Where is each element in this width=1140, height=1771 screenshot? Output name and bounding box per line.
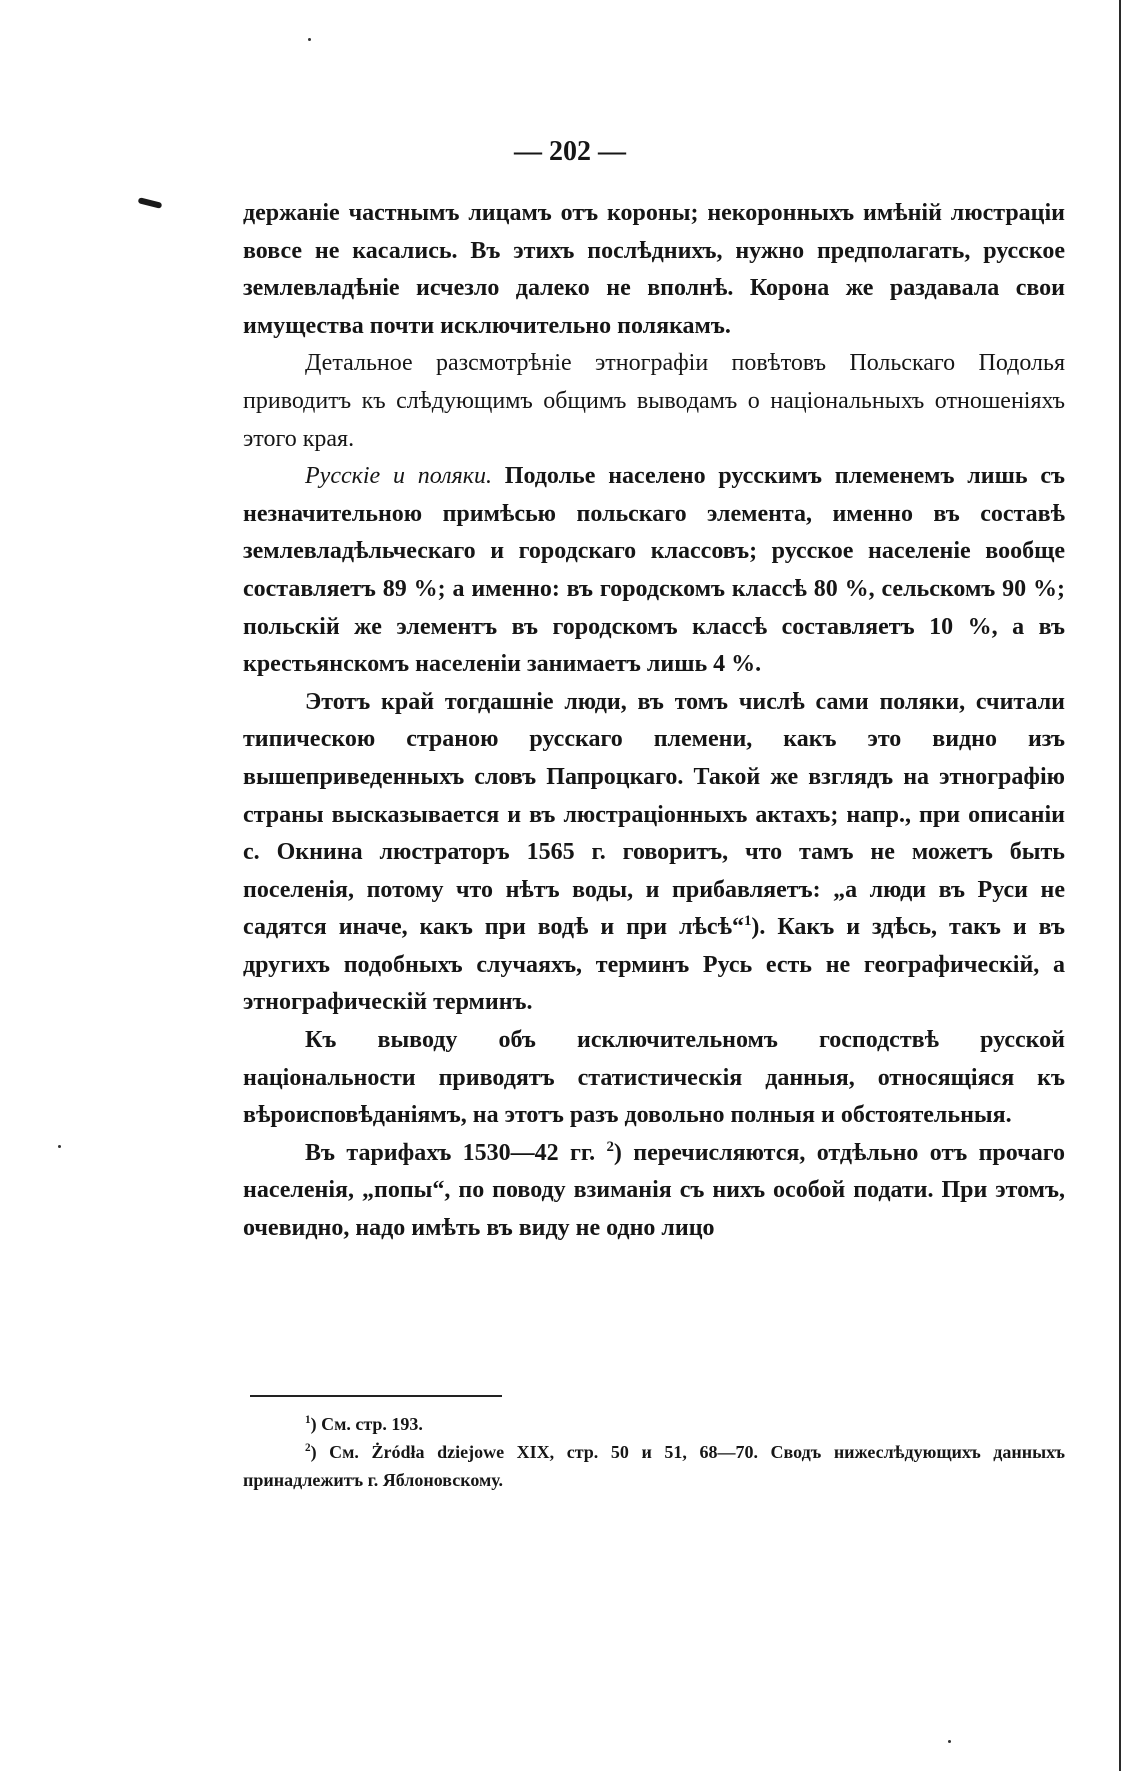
paragraph-4: [243, 684, 1065, 1022]
scan-speck: [58, 1145, 61, 1148]
page-edge-rule: [1119, 0, 1121, 1771]
paragraph-1: держаніе частнымъ лицамъ отъ короны; некоронныхъ имѣній люстраціи вовсе не касались. Въ этихъ послѣднихъ, нужно предполагать, русское землевладѣніе исчезло далеко не вполнѣ. Корона же раздавала свои имущества почти исключительно полякамъ.: [243, 200, 1065, 339]
footnote-divider: [250, 1395, 502, 1397]
footnote-ref-2: 2: [606, 1138, 614, 1155]
footnote-1-text: ) См. стр. 193.: [310, 1414, 423, 1434]
scan-speck: [308, 38, 311, 41]
paragraph-6-text-a: Въ тарифахъ 1530—42 гг.: [305, 1139, 607, 1166]
footnote-1: [243, 1410, 1065, 1438]
page-number: — 202 —: [514, 136, 626, 167]
paragraph-6: [243, 1135, 1065, 1248]
paragraph-2: Детальное разсмотрѣніе этнографіи повѣтовъ Польскаго Подолья приводитъ къ слѣдующимъ общимъ выводамъ о національныхъ отношеніяхъ этого края.: [243, 350, 1065, 452]
footnote-2-mark: 2: [305, 1442, 311, 1454]
paragraph-3-text: Подолье населено русскимъ племенемъ лишь съ незначительною примѣсью польскаго элемента, именно въ составѣ землевладѣльческаго и городскаго классовъ; русское населеніе вообще составляетъ 89 %; а именно: въ городскомъ классѣ 80 %, сельскомъ 90 %; польскій же элементъ въ городскомъ классѣ составляетъ 10 %, а въ крестьянскомъ населеніи занимаетъ лишь 4 %.: [243, 463, 1065, 678]
paragraph-6-text-b: ) перечисляются, отдѣльно отъ прочаго населенія, „попы“, по поводу взиманія съ нихъ особой подати. При этомъ, очевидно, надо имѣть въ виду не одно лицо: [243, 1139, 1065, 1242]
footnote-1-mark: 1: [305, 1414, 311, 1426]
footnote-ref-1: 1: [743, 913, 752, 930]
paragraph-4-text-b: ). Какъ и здѣсь, такъ и въ другихъ подобныхъ случаяхъ, терминъ Русь есть не географическій, а этнографическій терминъ.: [243, 914, 1065, 1016]
paragraph-3: [243, 458, 1065, 684]
paragraph-5: Къ выводу объ исключительномъ господствѣ русской національности приводятъ статистическія данныя, относящіяся къ вѣроисповѣданіямъ, на этотъ разъ довольно полныя и обстоятельныя.: [243, 1027, 1065, 1129]
scan-speck: [948, 1740, 951, 1743]
paragraph-4-text-a: Этотъ край тогдашніе люди, въ томъ числѣ сами поляки, считали типическою страною русскаго племени, какъ это видно изъ вышеприведенныхъ словъ Папроцкаго. Такой же взглядъ на этнографію страны высказывается и въ люстраціонныхъ актахъ; напр., при описаніи с. Окнина люстраторъ 1565 г. говоритъ, что тамъ не можетъ быть поселенія, потому что нѣтъ воды, и прибавляетъ: „а люди въ Руси не садятся иначе, какъ при водѣ и при лѣсѣ“: [243, 688, 1065, 941]
footnotes: [243, 1410, 1065, 1494]
paragraph-3-lead: Русскіе и поляки.: [305, 463, 492, 490]
margin-mark: [138, 197, 163, 209]
footnote-2: [243, 1438, 1065, 1494]
footnote-2-text: ) См. Żródła dziejowe XIX, стр. 50 и 51, 68—70. Сводъ нижеслѣдующихъ данныхъ принадлежитъ г. Яблоновскому.: [243, 1442, 1065, 1490]
body-text: [243, 195, 1065, 1248]
